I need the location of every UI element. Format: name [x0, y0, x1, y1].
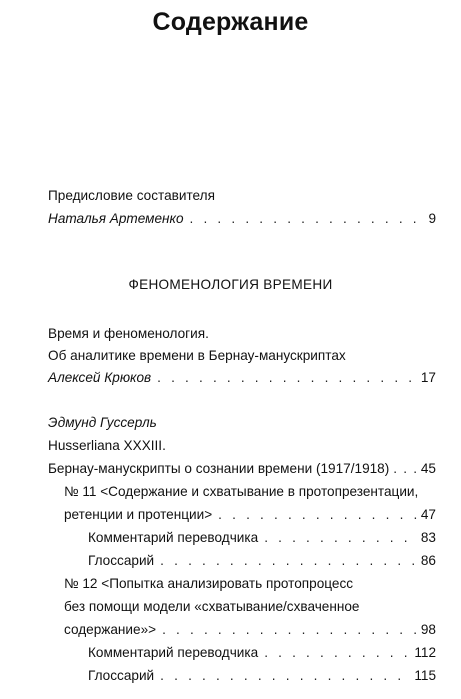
toc-n12-glossary-page: 115 [414, 668, 436, 683]
toc-bernau-title: Бернау-манускрипты о сознании времени (1917/1918) [48, 461, 390, 476]
page-title: Содержание [152, 8, 309, 36]
toc-n11-glossary: Глоссарий [88, 553, 155, 568]
dot-leader [264, 643, 410, 663]
toc-n12-comment: Комментарий переводчика [88, 645, 259, 660]
dot-leader [162, 620, 417, 640]
dot-leader [218, 505, 417, 525]
toc-bernau-page: 45 [420, 461, 436, 476]
toc-krukov-author: Алексей Крюков [48, 370, 152, 385]
toc-preface-page: 9 [428, 211, 436, 226]
toc-krukov-title-line1: Время и феноменология. [48, 326, 209, 341]
toc-n12-page: 98 [420, 622, 436, 637]
toc-preface-author: Наталья Артеменко [48, 211, 184, 226]
toc-n12-row [64, 620, 436, 640]
section-heading: ФЕНОМЕНОЛОГИЯ ВРЕМЕНИ [128, 277, 333, 292]
dot-leader [160, 551, 417, 571]
toc-n11-line2: ретенции и протенции> [64, 507, 213, 522]
dot-leader [264, 528, 417, 548]
toc-husserl-author: Эдмунд Гуссерль [48, 415, 157, 430]
toc-preface-title: Предисловие составителя [48, 188, 215, 203]
toc-krukov-author-row [48, 368, 436, 388]
toc-n11-glossary-row [88, 551, 436, 571]
dot-leader [160, 666, 410, 686]
toc-n11-row [64, 505, 436, 525]
toc-n12-glossary-row [88, 666, 436, 686]
dot-leader [393, 459, 421, 479]
toc-preface-author-row [48, 209, 436, 229]
toc-n11-comment-page: 83 [420, 530, 436, 545]
toc-n12-line1: № 12 <Попытка анализировать протопроцесс [64, 576, 354, 591]
toc-n12-glossary: Глоссарий [88, 668, 155, 683]
dot-leader [190, 209, 425, 229]
toc-n11-comment: Комментарий переводчика [88, 530, 259, 545]
toc-krukov-title-line2: Об аналитике времени в Бернау-манускриптах [48, 348, 346, 363]
toc-n12-comment-page: 112 [414, 645, 436, 660]
toc-husserliana: Husserliana XXXIII. [48, 438, 166, 453]
toc-n11-glossary-page: 86 [420, 553, 436, 568]
toc-n11-page: 47 [420, 507, 436, 522]
toc-n12-line3: содержание»> [64, 622, 157, 637]
toc-krukov-page: 17 [420, 370, 436, 385]
dot-leader [157, 368, 417, 388]
toc-n12-line2: без помощи модели «схватывание/схваченное [64, 599, 360, 614]
toc-n11-line1: № 11 <Содержание и схватывание в протопрезентации, [64, 484, 419, 499]
toc-n11-comment-row [88, 528, 436, 548]
toc-bernau-row [48, 459, 436, 479]
toc-n12-comment-row [88, 643, 436, 663]
